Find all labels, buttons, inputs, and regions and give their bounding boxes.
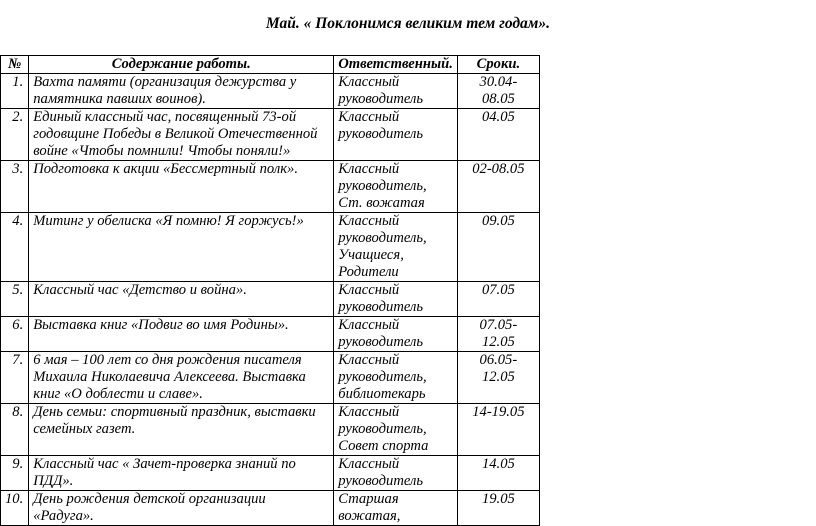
row-responsible-line: Учащиеся,	[338, 247, 404, 263]
plan-table	[0, 55, 540, 526]
row-content-line: Вахта памяти (организация дежурства у	[33, 74, 297, 90]
row-dates-line: 07.05	[481, 282, 515, 298]
row-content	[29, 456, 334, 491]
row-dates-line: 09.05	[481, 213, 515, 229]
row-responsible-line: вожатая,	[338, 508, 401, 524]
row-responsible-line: Классный	[338, 109, 400, 125]
row-responsible-line: Классный	[338, 404, 400, 420]
row-dates-line: 19.05	[481, 491, 515, 507]
table-row	[1, 317, 540, 352]
row-responsible-line: руководитель,	[338, 369, 427, 385]
header-number: №	[1, 56, 29, 74]
row-dates	[457, 74, 539, 109]
row-content	[29, 352, 334, 404]
row-dates-line: 06.05-	[479, 352, 518, 368]
table-row	[1, 352, 540, 404]
row-responsible-line: библиотекарь	[338, 386, 426, 402]
row-dates	[457, 213, 539, 282]
row-responsible-line: Классный	[338, 161, 400, 177]
row-number: 4.	[1, 213, 29, 282]
row-content-line: Классный час «Детство и война».	[33, 282, 247, 298]
row-content	[29, 282, 334, 317]
row-responsible	[334, 317, 458, 352]
header-responsible: Ответственный.	[334, 56, 458, 74]
row-content-line: семейных газет.	[33, 421, 136, 437]
table-row	[1, 456, 540, 491]
row-dates-line: 04.05	[481, 109, 515, 125]
row-responsible	[334, 282, 458, 317]
row-dates	[457, 317, 539, 352]
row-responsible-line: Классный	[338, 213, 400, 229]
row-responsible-line: руководитель,	[338, 178, 427, 194]
row-responsible	[334, 456, 458, 491]
row-dates-line: 02-08.05	[472, 161, 525, 177]
row-content	[29, 404, 334, 456]
row-number: 10.	[1, 491, 29, 526]
row-content-line: войне «Чтобы помнили! Чтобы поняли!»	[33, 143, 291, 159]
row-content-line: Михаила Николаевича Алексеева. Выставка	[33, 369, 306, 385]
row-responsible-line: Классный	[338, 282, 400, 298]
row-content-line: Классный час « Зачет-проверка знаний по	[33, 456, 296, 472]
row-content	[29, 491, 334, 526]
row-responsible-line: Классный	[338, 352, 400, 368]
row-content	[29, 109, 334, 161]
row-content	[29, 161, 334, 213]
row-content	[29, 317, 334, 352]
row-dates	[457, 404, 539, 456]
row-responsible	[334, 74, 458, 109]
row-dates-line: 07.05-	[479, 317, 518, 333]
row-responsible	[334, 491, 458, 526]
row-content-line: ПДД».	[33, 473, 74, 489]
row-dates-line: 30.04-	[479, 74, 518, 90]
row-responsible	[334, 404, 458, 456]
table-header-row	[1, 56, 540, 74]
row-content-line: памятника павших воинов).	[33, 91, 206, 107]
row-responsible-line: Родители	[338, 264, 399, 280]
row-number: 6.	[1, 317, 29, 352]
row-number: 3.	[1, 161, 29, 213]
table-row	[1, 161, 540, 213]
table-row	[1, 282, 540, 317]
row-dates-line: 08.05	[481, 91, 515, 107]
row-responsible	[334, 213, 458, 282]
row-dates	[457, 282, 539, 317]
row-content-line: День семьи: спортивный праздник, выставки	[33, 404, 316, 420]
table-row	[1, 213, 540, 282]
header-dates: Сроки.	[457, 56, 539, 74]
row-responsible-line: руководитель	[338, 299, 423, 315]
row-dates	[457, 161, 539, 213]
table-row	[1, 404, 540, 456]
row-dates	[457, 352, 539, 404]
row-responsible	[334, 352, 458, 404]
row-dates-line: 12.05	[481, 334, 515, 350]
row-dates-line: 12.05	[481, 369, 515, 385]
row-number: 1.	[1, 74, 29, 109]
row-content-line: годовщине Победы в Великой Отечественной	[33, 126, 318, 142]
row-content-line: Единый классный час, посвященный 73-ой	[33, 109, 297, 125]
row-number: 8.	[1, 404, 29, 456]
row-responsible-line: Классный	[338, 74, 400, 90]
row-responsible	[334, 161, 458, 213]
table-row	[1, 74, 540, 109]
row-content-line: книг «О доблести и славе».	[33, 386, 203, 402]
row-dates-line: 14.05	[481, 456, 515, 472]
row-content-line: Выставка книг «Подвиг во имя Родины».	[33, 317, 289, 333]
row-responsible	[334, 109, 458, 161]
row-content-line: День рождения детской организации	[33, 491, 266, 507]
row-responsible-line: руководитель	[338, 126, 423, 142]
table-row	[1, 109, 540, 161]
row-content-line: Подготовка к акции «Бессмертный полк».	[33, 161, 298, 177]
row-content	[29, 213, 334, 282]
row-dates	[457, 109, 539, 161]
row-responsible-line: руководитель,	[338, 230, 427, 246]
header-content: Содержание работы.	[29, 56, 334, 74]
row-responsible-line: руководитель	[338, 334, 423, 350]
page-title: Май. « Поклонимся великим тем годам».	[265, 15, 551, 32]
row-dates	[457, 456, 539, 491]
row-responsible-line: Ст. вожатая	[338, 195, 425, 211]
row-responsible-line: Классный	[338, 456, 400, 472]
row-dates	[457, 491, 539, 526]
row-number: 2.	[1, 109, 29, 161]
table-row	[1, 491, 540, 526]
row-number: 5.	[1, 282, 29, 317]
row-responsible-line: Совет спорта	[338, 438, 429, 454]
row-responsible-line: Классный	[338, 317, 400, 333]
row-content-line: Митинг у обелиска «Я помню! Я горжусь!»	[33, 213, 304, 229]
row-content-line: «Радуга».	[33, 508, 94, 524]
row-number: 9.	[1, 456, 29, 491]
row-number: 7.	[1, 352, 29, 404]
row-dates-line: 14-19.05	[472, 404, 525, 420]
row-responsible-line: руководитель	[338, 91, 423, 107]
row-responsible-line: руководитель,	[338, 421, 427, 437]
row-content-line: 6 мая – 100 лет со дня рождения писателя	[33, 352, 302, 368]
row-responsible-line: руководитель	[338, 473, 423, 489]
row-content	[29, 74, 334, 109]
table-body	[1, 74, 540, 526]
row-responsible-line: Старшая	[338, 491, 399, 507]
